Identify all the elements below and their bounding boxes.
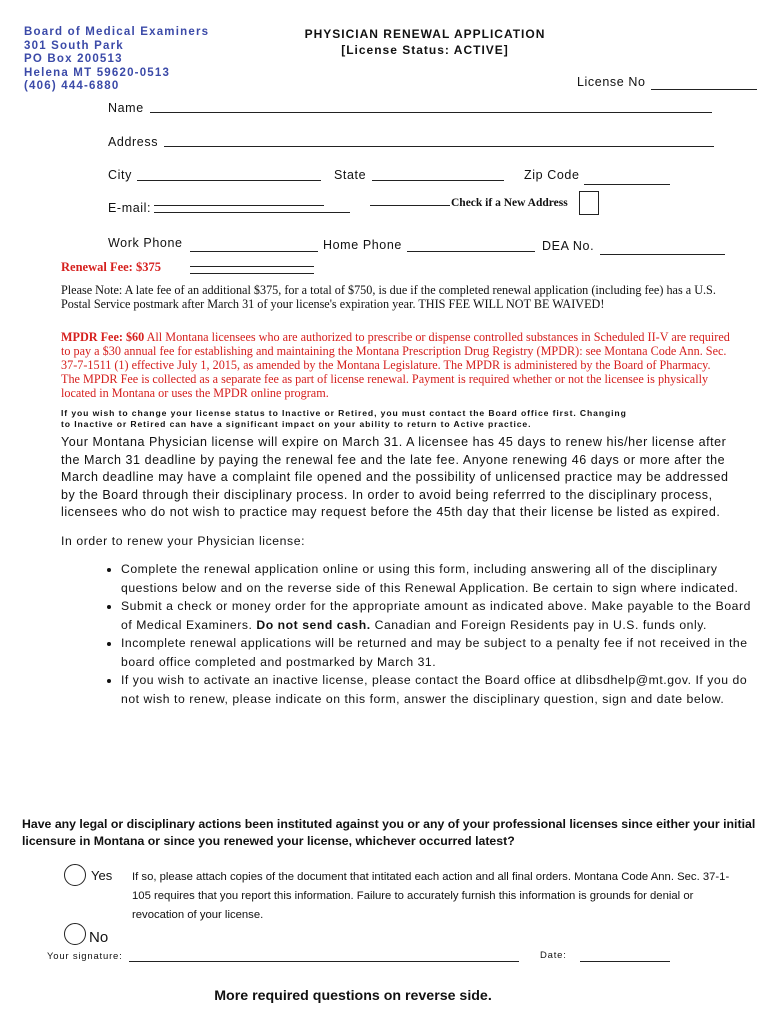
no-cash-warning: Do not send cash. — [256, 617, 371, 632]
address-label: Address — [108, 135, 159, 149]
license-no-field[interactable] — [651, 89, 757, 90]
city-field[interactable] — [137, 180, 321, 181]
work-phone-field[interactable] — [190, 251, 318, 252]
document-title — [265, 26, 585, 58]
signature-label: Your signature: — [47, 951, 123, 962]
dea-label: DEA No. — [542, 239, 595, 253]
license-no-label: License No — [577, 75, 646, 89]
no-radio[interactable] — [64, 923, 86, 945]
fee-line-2 — [190, 273, 314, 274]
date-label: Date: — [540, 950, 567, 961]
new-address-checkbox[interactable] — [579, 191, 599, 215]
date-field[interactable] — [580, 961, 670, 962]
bullet2-text: Submit a check or money order for the appropriate amount as indicated above. Make payable to the Board of Medical Examiners. — [121, 599, 751, 632]
dea-field[interactable] — [600, 254, 725, 255]
work-phone-label: Work Phone — [108, 236, 183, 250]
name-label: Name — [108, 101, 144, 115]
zip-label: Zip Code — [524, 168, 580, 182]
instructions-intro: In order to renew your Physician license: — [61, 534, 306, 548]
signature-field[interactable] — [129, 961, 519, 962]
footer-note: More required questions on reverse side. — [214, 988, 492, 1004]
expiry-paragraph: Your Montana Physician license will expire on March 31. A licensee has 45 days to renew his/her license after the March 31 deadline by paying the renewal fee and the late fee. Anyone renewing 46 days or more after the March deadline may have a complaint file opened and the possibility of unlicensed practice may be addressed by the Board through their disciplinary process. In order to avoid being referrred to the disciplinary process, licensees who do not wish to practice may request before the 45th day that their license be listed as expired. — [61, 435, 729, 519]
email-field-2[interactable] — [154, 212, 350, 213]
late-fee-note: Please Note: A late fee of an additional $375, for a total of $750, is due if the completed renewal application (including fee) has a U.S. Postal Service postmark after March 31 of your license's expiration year. THIS FEE WILL NOT BE WAIVED! — [61, 283, 716, 311]
street: 301 South Park — [24, 39, 124, 52]
po-box: PO Box 200513 — [24, 53, 123, 65]
state-field[interactable] — [372, 180, 504, 181]
bullet2-text-end: Canadian and Foreign Residents pay in U.S. funds only. — [370, 617, 707, 632]
instructions-list — [75, 560, 761, 708]
disciplinary-question: Have any legal or disciplinary actions been instituted against you or any of your professional licenses since either your initial licensure in Montana or since you renewed your license, whichever occurred latest? — [22, 817, 756, 848]
state-label: State — [334, 168, 367, 182]
address-check-line — [370, 205, 450, 206]
list-item: • Incomplete renewal applications will be returned and may be subject to a penalty fee if not received in the board office completed and postmarked by March 31. — [121, 634, 761, 671]
mpdr-label: MPDR Fee: $60 — [61, 330, 145, 344]
yes-radio[interactable] — [64, 864, 86, 886]
email-label: E-mail: — [108, 201, 152, 215]
list-item: • If you wish to activate an inactive license, please contact the Board office at dlibsdhelp@mt.gov. If you do not wish to renew, please indicate on this form, answer the disciplinary question, sign and date below. — [121, 671, 761, 708]
mpdr-text: All Montana licensees who are authorized to prescribe or dispense controlled substances in Scheduled II-V are required to pay a $30 annual fee for establishing and maintaining the Montana Prescription Drug Registry (MPDR): see Montana Code Ann. Sec. 37-7-1511 (1) effective July 1, 2015, as amended by the Montana Legislature. The MPDR is administered by the Board of Pharmacy. The MPDR Fee is collected as a separate fee as part of license renewal. Payment is required whether or not the licensee is physically located in Montana or uses the MPDR online program. — [61, 330, 730, 400]
board-name: Board of Medical Examiners — [24, 26, 210, 38]
board-address — [24, 26, 209, 94]
title-line1: PHYSICIAN RENEWAL APPLICATION — [304, 27, 546, 41]
city-zip: Helena MT 59620-0513 — [24, 66, 171, 79]
home-phone-field[interactable] — [407, 251, 535, 252]
renewal-fee: Renewal Fee: $375 — [61, 260, 161, 274]
list-item: • Complete the renewal application online or using this form, including answering all of the disciplinary questions below and on the reverse side of this Renewal Application. Be certain to sign where indicated. — [121, 560, 761, 597]
phone: (406) 444-6880 — [24, 80, 120, 92]
list-item — [121, 597, 761, 634]
new-address-label: Check if a New Address — [451, 197, 568, 209]
city-label: City — [108, 168, 132, 182]
status-line-2: to Inactive or Retired can have a significant impact on your ability to return to Active practice. — [61, 419, 532, 429]
yes-label: Yes — [91, 868, 113, 883]
status-line-1: If you wish to change your license status to Inactive or Retired, you must contact the Board office first. Changing — [61, 408, 627, 418]
home-phone-label: Home Phone — [323, 238, 402, 252]
name-field[interactable] — [150, 112, 712, 113]
zip-field[interactable] — [584, 184, 670, 185]
title-line2: [License Status: ACTIVE] — [341, 43, 509, 57]
address-field[interactable] — [164, 146, 714, 147]
status-change-notice — [61, 408, 741, 430]
no-label: No — [89, 929, 109, 946]
mpdr-paragraph — [61, 330, 731, 400]
email-field[interactable] — [154, 205, 324, 206]
yes-note: If so, please attach copies of the document that intitated each action and all final orders. Montana Code Ann. Sec. 37-1-105 requires that you report this information. Failure to accurately furnish this information is grounds for denial or revocation of your license. — [132, 871, 730, 921]
fee-line-1 — [190, 266, 314, 267]
